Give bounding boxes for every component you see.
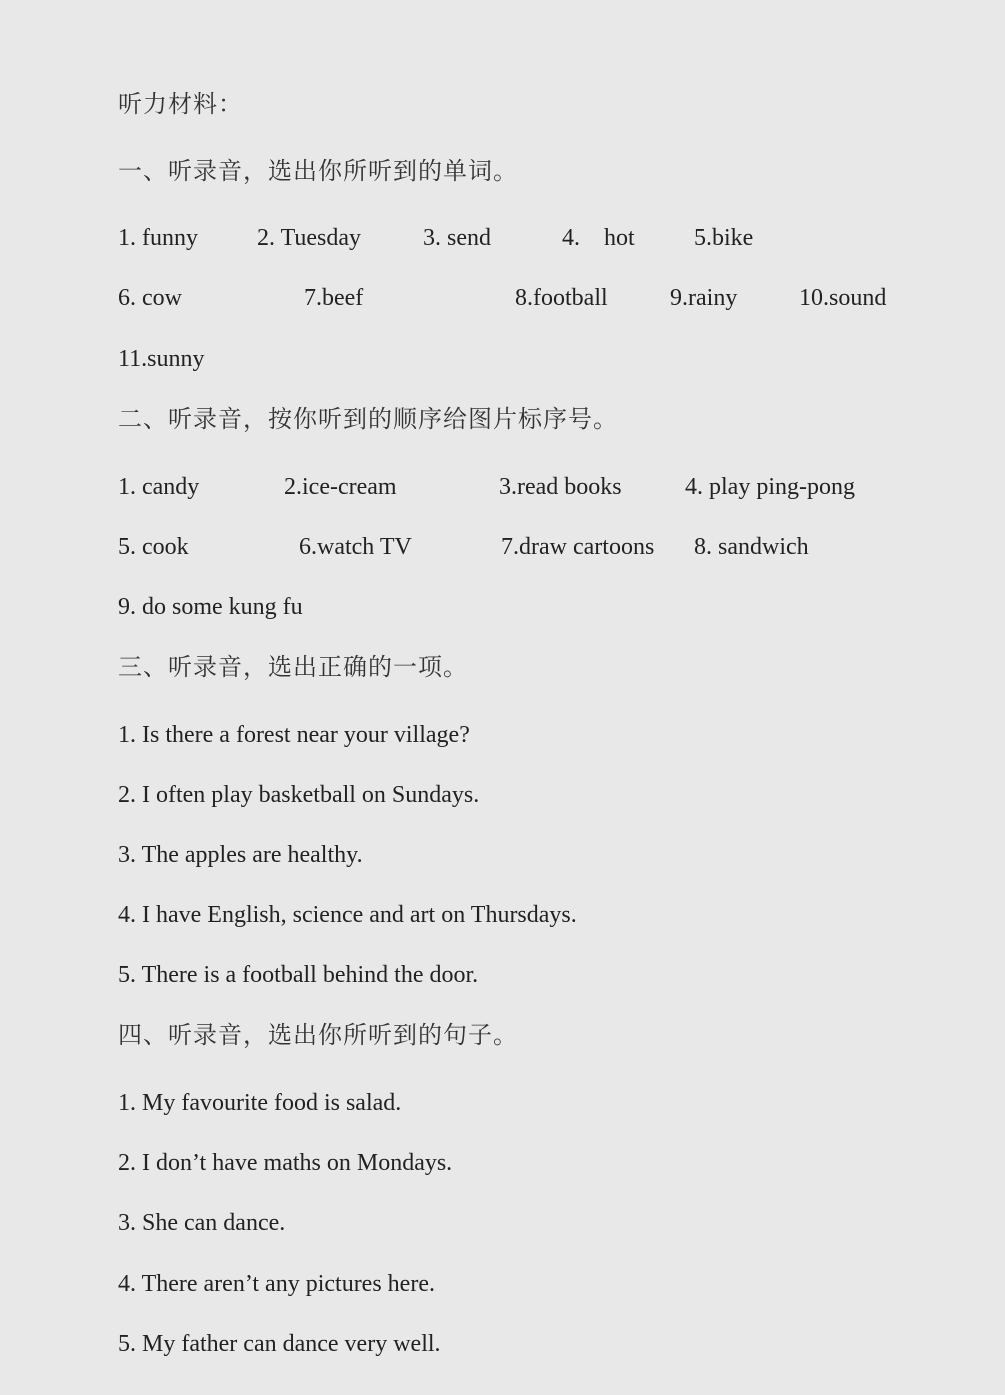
word-item: 3. send	[423, 225, 491, 251]
picture-item: 3.read books	[499, 474, 622, 500]
word-item: 9.rainy	[670, 285, 738, 311]
sentence-item: 5. There is a football behind the door.	[118, 962, 479, 988]
sentence-item: 2. I often play basketball on Sundays.	[118, 782, 480, 808]
section-4-heading: 四、听录音，选出你所听到的句子。	[118, 1023, 518, 1049]
section-1-heading: 一、听录音，选出你所听到的单词。	[118, 159, 518, 185]
sentence-item: 3. The apples are healthy.	[118, 842, 363, 868]
picture-item: 1. candy	[118, 474, 200, 500]
word-item: 4. hot	[562, 225, 635, 251]
word-item: 7.beef	[304, 285, 364, 311]
word-item: 1. funny	[118, 225, 198, 251]
word-item: 11.sunny	[118, 346, 205, 372]
sentence-item: 5. My father can dance very well.	[118, 1331, 441, 1357]
picture-item: 6.watch TV	[299, 534, 412, 560]
section-2-heading: 二、听录音，按你听到的顺序给图片标序号。	[118, 407, 618, 433]
sentence-item: 1. Is there a forest near your village?	[118, 722, 470, 748]
word-item: 2. Tuesday	[257, 225, 362, 251]
sentence-item: 4. I have English, science and art on Thursdays.	[118, 902, 577, 928]
sentence-item: 4. There aren’t any pictures here.	[118, 1271, 435, 1297]
sentence-item: 2. I don’t have maths on Mondays.	[118, 1150, 453, 1176]
picture-item: 2.ice-cream	[284, 474, 397, 500]
sentence-item: 3. She can dance.	[118, 1210, 286, 1236]
picture-item: 9. do some kung fu	[118, 594, 303, 620]
section-3-heading: 三、听录音，选出正确的一项。	[118, 655, 468, 681]
word-item: 6. cow	[118, 285, 182, 311]
picture-item: 4. play ping-pong	[685, 474, 855, 500]
word-item: 8.football	[515, 285, 608, 311]
picture-item: 7.draw cartoons	[501, 534, 655, 560]
picture-item: 5. cook	[118, 534, 189, 560]
word-item: 5.bike	[694, 225, 754, 251]
word-item: 10.sound	[799, 285, 887, 311]
document-title: 听力材料：	[118, 92, 243, 118]
sentence-item: 1. My favourite food is salad.	[118, 1090, 402, 1116]
picture-item: 8. sandwich	[694, 534, 809, 560]
